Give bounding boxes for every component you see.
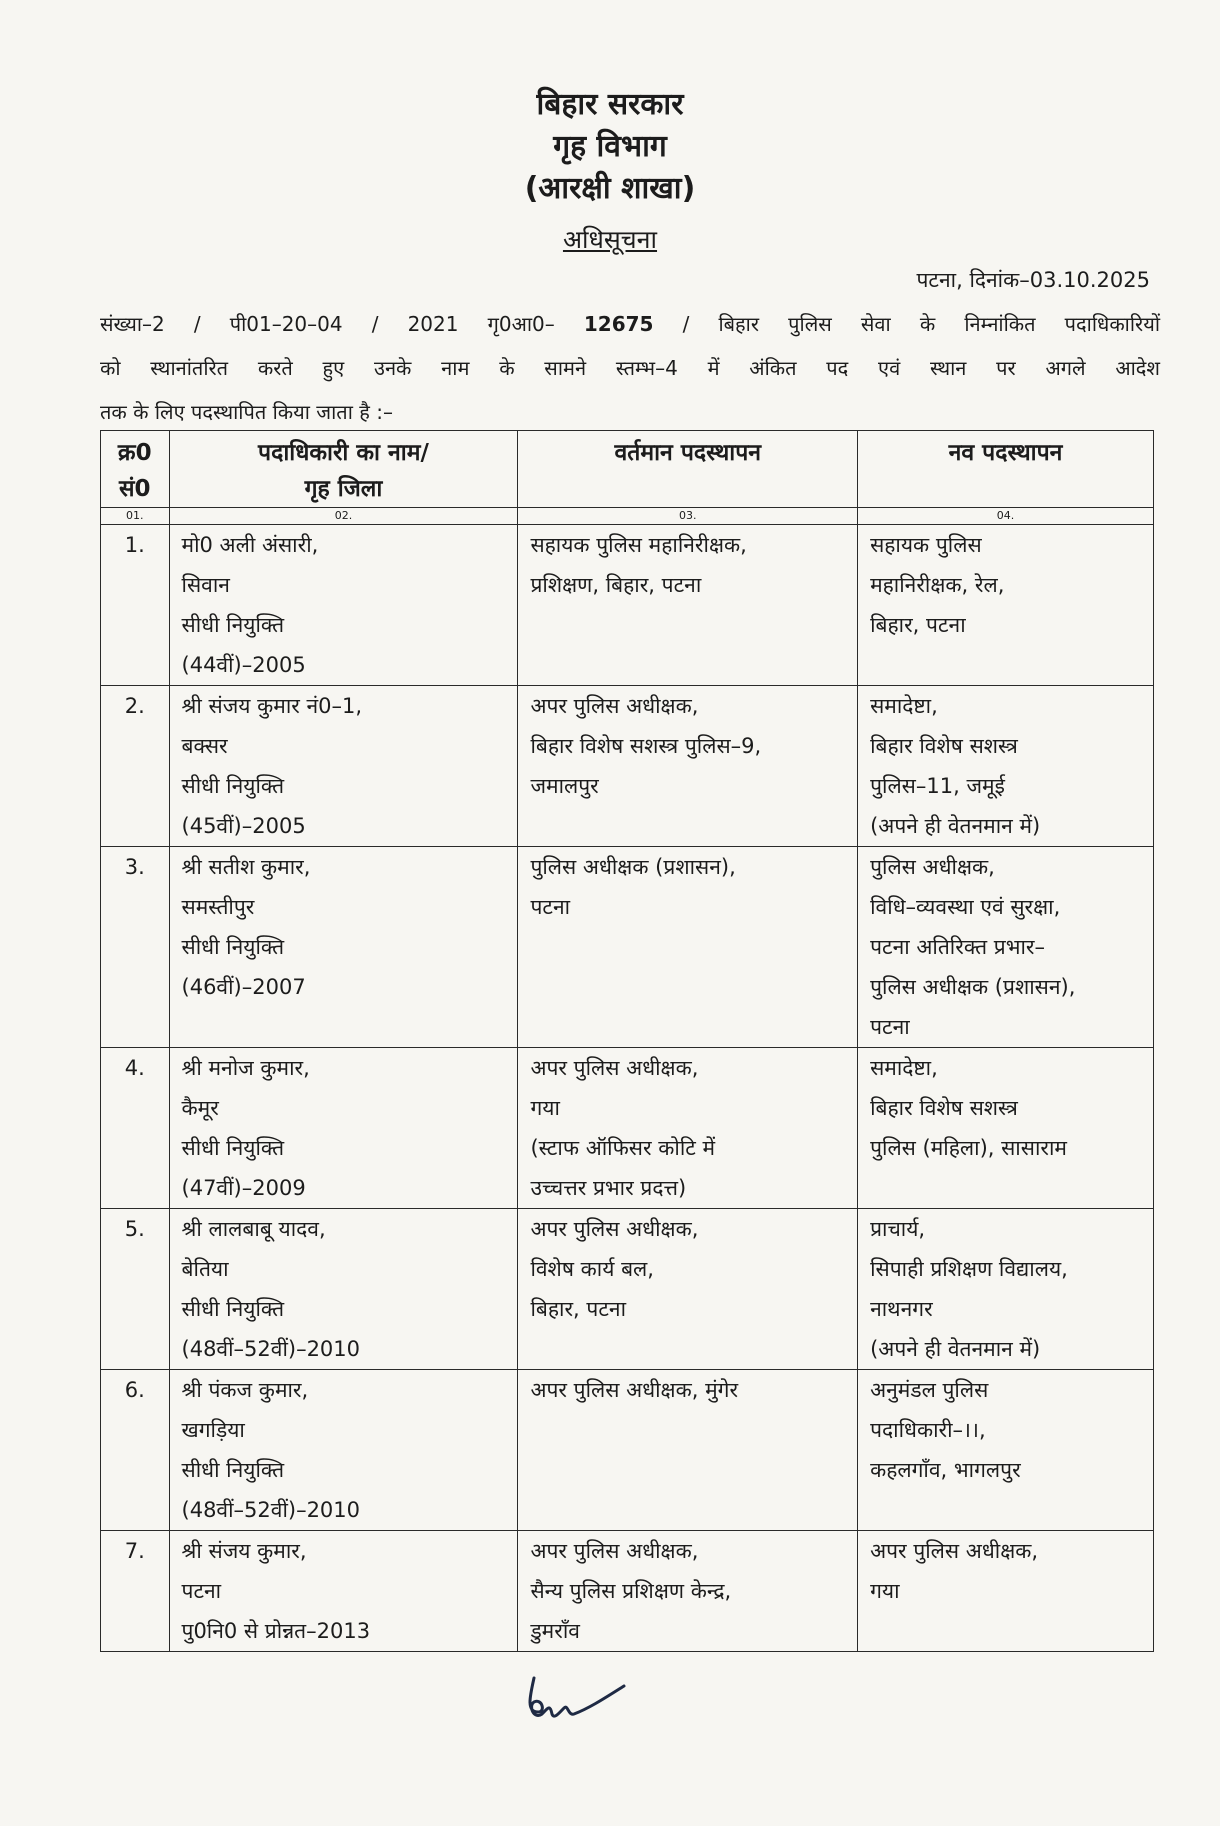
new-posting-cell-line: प्राचार्य, [870,1217,926,1241]
officer-cell-line: सीधी नियुक्ति [181,1297,285,1321]
new-posting-cell-line: सिपाही प्रशिक्षण विद्यालय, [870,1257,1068,1281]
order-line-1 [100,310,1160,337]
officer-cell-line: श्री संजय कुमार, [181,1539,307,1563]
current-posting-cell [518,525,858,686]
officer-cell-line: सीधी नियुक्ति [181,613,285,637]
current-posting-cell-line: सहायक पुलिस महानिरीक्षक, [530,533,747,557]
officer-cell-line: (44वीं)–2005 [181,653,306,677]
officer-cell [169,1531,518,1652]
current-posting-cell [518,1531,858,1652]
table-row [101,525,1154,686]
new-posting-cell-line: बिहार विशेष सशस्त्र [870,1096,1018,1120]
table-row [101,1531,1154,1652]
department-heading: गृह विभाग [553,129,667,164]
officer-cell-line: श्री मनोज कुमार, [181,1056,310,1080]
new-posting-cell-line: कहलगाँव, भागलपुर [870,1458,1021,1482]
postings-table [100,430,1154,1652]
order-number: 12675 [583,312,654,336]
officer-cell-line: सीधी नियुक्ति [181,935,285,959]
header-new-posting: नव पदस्थापन [858,431,1154,508]
new-posting-cell-line: (अपने ही वेतनमान में) [870,1337,1041,1361]
current-posting-cell-line: विशेष कार्य बल, [530,1257,654,1281]
order-line-2: को स्थानांतरित करते हुए उनके नाम के सामने स्तम्भ–4 में अंकित पद एवं स्थान पर अगले आदेश [100,356,1160,380]
current-posting-cell-line: अपर पुलिस अधीक्षक, [530,694,699,718]
officer-cell-line: (48वीं–52वीं)–2010 [181,1337,361,1361]
place-date: पटना, दिनांक–03.10.2025 [916,268,1150,292]
officer-cell-line: सीधी नियुक्ति [181,1136,285,1160]
officer-cell [169,1048,518,1209]
order-reference: संख्या–2 / पी01–20–04 / 2021 गृ0आ0– [100,312,555,336]
serial-number: 1. [101,525,170,686]
new-posting-cell-line: (अपने ही वेतनमान में) [870,814,1041,838]
new-posting-cell-line: समादेष्टा, [870,1056,938,1080]
new-posting-cell-line: महानिरीक्षक, रेल, [870,573,1005,597]
serial-number: 3. [101,847,170,1048]
officer-cell-line: खगड़िया [181,1418,245,1442]
header-serial: क्र0 सं0 [101,431,170,508]
officer-cell-line: सीधी नियुक्ति [181,1458,285,1482]
new-posting-cell [858,1370,1154,1531]
current-posting-cell-line: अपर पुलिस अधीक्षक, मुंगेर [530,1378,739,1402]
table-body [101,525,1154,1652]
serial-number: 2. [101,686,170,847]
officer-cell-line: बेतिया [181,1257,229,1281]
officer-cell-line: मो0 अली अंसारी, [181,533,319,557]
order-line-1-text: / बिहार पुलिस सेवा के निम्नांकित पदाधिकारियों [682,312,1160,336]
current-posting-cell-line: बिहार, पटना [530,1297,627,1321]
table-row [101,847,1154,1048]
officer-cell-line: श्री लालबाबू यादव, [181,1217,326,1241]
current-posting-cell-line: अपर पुलिस अधीक्षक, [530,1217,699,1241]
serial-number: 6. [101,1370,170,1531]
new-posting-cell [858,1209,1154,1370]
current-posting-cell-line: अपर पुलिस अधीक्षक, [530,1056,699,1080]
officer-cell-line: श्री सतीश कुमार, [181,855,311,879]
serial-number: 5. [101,1209,170,1370]
officer-cell-line: सीधी नियुक्ति [181,774,285,798]
officer-cell [169,1209,518,1370]
current-posting-cell-line: गया [530,1096,560,1120]
new-posting-cell [858,847,1154,1048]
table-header-row [101,431,1154,508]
new-posting-cell-line: पुलिस अधीक्षक, [870,855,995,879]
new-posting-cell-line: पुलिस (महिला), सासाराम [870,1136,1067,1160]
table-row [101,1370,1154,1531]
current-posting-cell-line: बिहार विशेष सशस्त्र पुलिस–9, [530,734,762,758]
officer-cell-line: बक्सर [181,734,228,758]
column-number: 04. [858,508,1154,525]
current-posting-cell-line: जमालपुर [530,774,599,798]
new-posting-cell-line: समादेष्टा, [870,694,938,718]
column-number: 03. [518,508,858,525]
serial-number: 7. [101,1531,170,1652]
officer-cell [169,1370,518,1531]
government-heading: बिहार सरकार [536,87,684,122]
new-posting-cell-line: पदाधिकारी–।।, [870,1418,986,1442]
new-posting-cell [858,1531,1154,1652]
branch-heading: (आरक्षी शाखा) [524,171,696,206]
new-posting-cell-line: गया [870,1579,900,1603]
column-number: 01. [101,508,170,525]
current-posting-cell [518,847,858,1048]
new-posting-cell-line: पटना [870,1015,910,1039]
table-row [101,686,1154,847]
current-posting-cell-line: (स्टाफ ऑफिसर कोटि में [530,1136,716,1160]
new-posting-cell-line: बिहार विशेष सशस्त्र [870,734,1018,758]
header-officer: पदाधिकारी का नाम/ गृह जिला [169,431,518,508]
current-posting-cell-line: उच्चत्तर प्रभार प्रदत्त) [530,1176,687,1200]
officer-cell [169,686,518,847]
current-posting-cell [518,1209,858,1370]
order-line-3: तक के लिए पदस्थापित किया जाता है :– [100,400,393,424]
new-posting-cell-line: पुलिस–11, जमूई [870,774,1005,798]
current-posting-cell-line: अपर पुलिस अधीक्षक, [530,1539,699,1563]
new-posting-cell-line: पटना अतिरिक्त प्रभार– [870,935,1045,959]
current-posting-cell-line: सैन्य पुलिस प्रशिक्षण केन्द्र, [530,1579,732,1603]
new-posting-cell-line: पुलिस अधीक्षक (प्रशासन), [870,975,1076,999]
officer-cell [169,847,518,1048]
officer-cell-line: सिवान [181,573,230,597]
officer-cell-line: (47वीं)–2009 [181,1176,306,1200]
new-posting-cell-line: बिहार, पटना [870,613,966,637]
current-posting-cell-line: प्रशिक्षण, बिहार, पटना [530,573,702,597]
header-current-posting: वर्तमान पदस्थापन [518,431,858,508]
officer-cell-line: समस्तीपुर [181,895,255,919]
officer-cell-line: (48वीं–52वीं)–2010 [181,1498,361,1522]
new-posting-cell [858,525,1154,686]
officer-cell-line: श्री संजय कुमार नं0–1, [181,694,363,718]
current-posting-cell-line: पुलिस अधीक्षक (प्रशासन), [530,855,736,879]
new-posting-cell [858,1048,1154,1209]
column-number-row [101,508,1154,525]
notice-title: अधिसूचना [562,225,658,254]
officer-cell-line: (45वीं)–2005 [181,814,306,838]
new-posting-cell-line: सहायक पुलिस [870,533,982,557]
officer-cell-line: पु0नि0 से प्रोन्नत–2013 [181,1619,371,1643]
new-posting-cell-line: अपर पुलिस अधीक्षक, [870,1539,1039,1563]
officer-cell [169,525,518,686]
table-row [101,1048,1154,1209]
new-posting-cell-line: विधि–व्यवस्था एवं सुरक्षा, [870,895,1061,919]
officer-cell-line: श्री पंकज कुमार, [181,1378,309,1402]
officer-cell-line: (46वीं)–2007 [181,975,306,999]
column-number: 02. [169,508,518,525]
signature [520,1668,630,1728]
new-posting-cell-line: नाथनगर [870,1297,933,1321]
current-posting-cell [518,1370,858,1531]
new-posting-cell-line: अनुमंडल पुलिस [870,1378,989,1402]
current-posting-cell-line: पटना [530,895,571,919]
current-posting-cell-line: डुमराँव [530,1619,580,1643]
new-posting-cell [858,686,1154,847]
current-posting-cell [518,1048,858,1209]
serial-number: 4. [101,1048,170,1209]
current-posting-cell [518,686,858,847]
table-row [101,1209,1154,1370]
officer-cell-line: पटना [181,1579,222,1603]
officer-cell-line: कैमूर [181,1096,219,1120]
